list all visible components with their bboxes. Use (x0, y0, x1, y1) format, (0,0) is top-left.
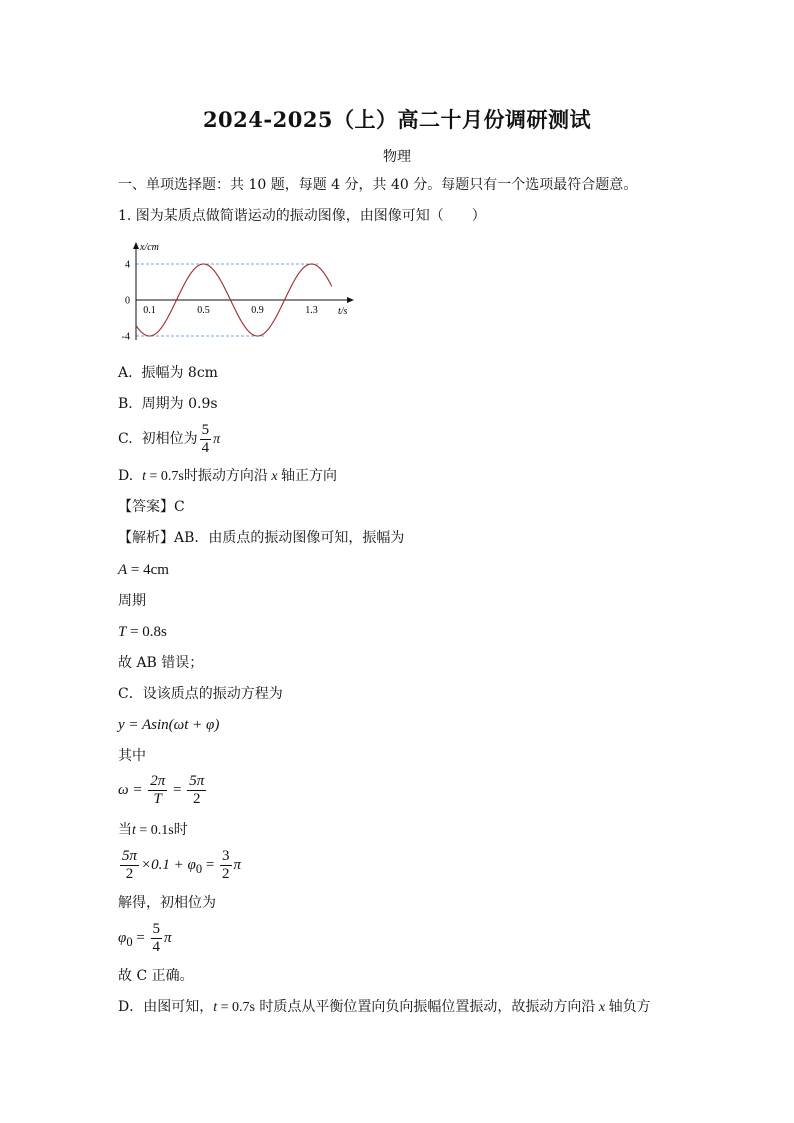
page-title: 2024-2025（上）高二十月份调研测试 (202, 107, 592, 132)
x-axis-arrow (347, 297, 354, 303)
option-d-label: D. (118, 468, 134, 484)
solve-label: 解得，初相位为 (118, 895, 216, 911)
option-c-text: 初相位为 (141, 431, 198, 447)
when-condition: 当t = 0.1s时 (118, 822, 188, 838)
answer: 【答案】C (118, 499, 185, 515)
option-a-text: 振幅为 8cm (141, 365, 218, 381)
c-intro: C．设该质点的振动方程为 (118, 686, 283, 702)
fraction: $\frac{5\pi}{2}$ (189, 773, 205, 808)
period-equation: T = 0.8s (118, 624, 167, 640)
x-tick-label: 0.5 (197, 305, 210, 316)
y-tick-label: 0 (125, 295, 130, 307)
x-axis-label: t/s (338, 306, 348, 317)
y-tick-label: -4 (121, 331, 130, 343)
vibration-chart (110, 238, 380, 348)
question-stem: 1. 图为某质点做简谐运动的振动图像，由图像可知（ ） (118, 208, 486, 224)
fraction: $\frac{5}{4}$ (152, 921, 161, 956)
period-label: 周期 (118, 593, 146, 609)
analysis-intro: 【解析】AB．由质点的振动图像可知，振幅为 (118, 530, 405, 546)
option-b (118, 394, 218, 414)
ab-conclusion: 故 AB 错误； (118, 655, 204, 671)
option-c-label: C. (118, 431, 133, 447)
amplitude-equation: A = 4cm (118, 562, 169, 578)
option-a (118, 363, 218, 383)
x-tick-label: 0.1 (143, 305, 156, 316)
vibration-equation: y = Asin(ωt + φ) (118, 717, 220, 733)
phase-condition-equation: $\frac{5\pi}{2}$ $\times 0.1 + \varphi_0$ = $\frac{3}{2}$ π (122, 848, 242, 883)
option-b-label: B. (118, 396, 133, 412)
section-heading: 一、单项选择题：共 10 题，每题 4 分，共 40 分。每题只有一个选项最符合题意。 (118, 177, 638, 193)
option-b-text: 周期为 0.9s (141, 396, 218, 412)
where-label: 其中 (118, 748, 146, 764)
d-analysis: D．由图可知，t = 0.7s 时质点从平衡位置向负向振幅位置振动，故振动方向沿 x 轴负方 (118, 999, 651, 1015)
y-axis-arrow (133, 242, 139, 249)
initial-phase-equation: $\varphi_0$ = $\frac{5}{4}$ π (118, 921, 172, 956)
option-a-label: A. (118, 365, 133, 381)
fraction: $\frac{2\pi}{T}$ (150, 773, 166, 808)
x-tick-label: 1.3 (305, 305, 318, 316)
y-tick-label: 4 (125, 259, 130, 271)
fraction: $\frac{5\pi}{2}$ (122, 848, 138, 883)
option-c: C. 初相位为 $\frac{5}{4}$ π (118, 421, 221, 456)
x-tick-label: 0.9 (251, 305, 264, 316)
c-conclusion: 故 C 正确。 (118, 968, 194, 984)
fraction: $\frac{3}{2}$ (222, 848, 230, 883)
omega-equation: ω = $\frac{2\pi}{T}$ = $\frac{5\pi}{2}$ (118, 773, 205, 808)
subject-label: 物理 (383, 149, 411, 165)
option-d: D. t = 0.7s时振动方向沿 x 轴正方向 (118, 468, 338, 484)
fraction: $\frac{5}{4}$ (201, 421, 210, 456)
y-axis-label: x/cm (140, 242, 159, 253)
